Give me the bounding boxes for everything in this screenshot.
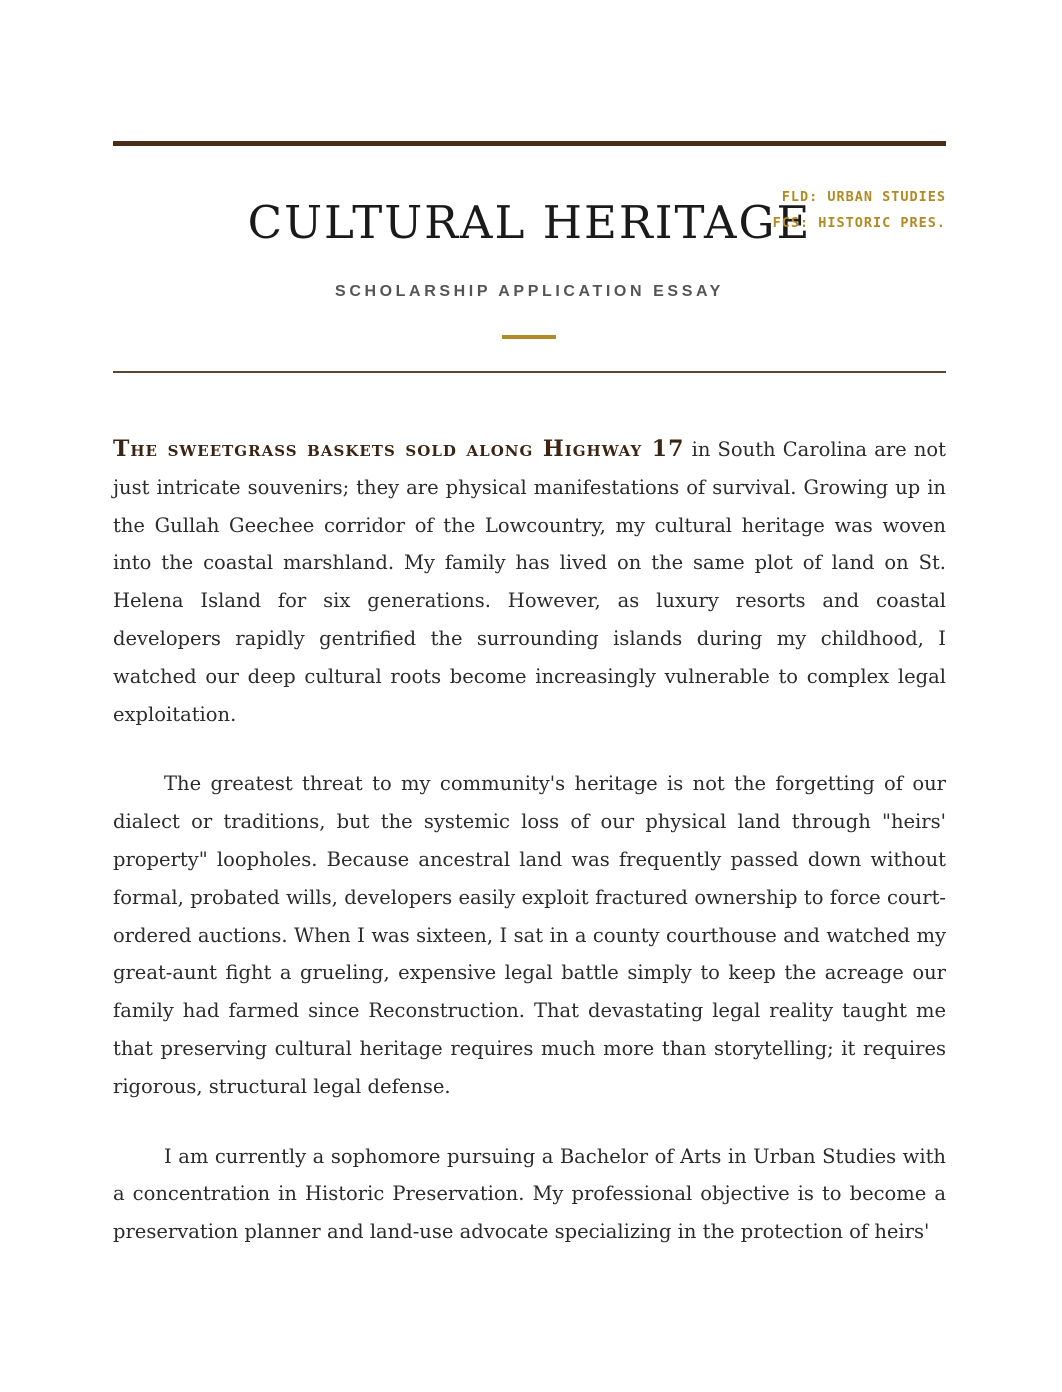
page-subtitle: SCHOLARSHIP APPLICATION ESSAY xyxy=(335,283,724,300)
essay-body xyxy=(113,431,946,1283)
header-divider xyxy=(113,371,946,373)
essay-paragraph-1-text: in South Carolina are not just intricate souvenirs; they are physical manifestations of survival. Growing up in the Gullah Geechee corridor of the Lowcountry, my cultural heritage was woven into the coastal marshland. My family has lived on the same plot of land on St. Helena Island for six generations. However, as luxury resorts and coastal developers rapidly gentrified the surrounding islands during my childhood, I watched our deep cultural roots become increasingly vulnerable to complex legal exploitation. xyxy=(113,438,946,726)
essay-lead-in: The sweetgrass baskets sold along Highway 17 xyxy=(113,436,685,462)
top-rule xyxy=(113,141,946,146)
meta-focus: FCS: HISTORIC PRES. xyxy=(772,215,946,231)
essay-paragraph-3: I am currently a sophomore pursuing a Bachelor of Arts in Urban Studies with a concentration in Historic Preservation. My professional objective is to become a preservation planner and land-use advocate specializing in the protection of heirs' xyxy=(113,1144,946,1244)
meta-field: FLD: URBAN STUDIES xyxy=(781,189,946,205)
page-title: CULTURAL HERITAGE xyxy=(247,196,812,249)
accent-bar xyxy=(502,335,556,339)
meta-block xyxy=(773,184,946,236)
essay-paragraph-2: The greatest threat to my community's heritage is not the forgetting of our dialect or traditions, but the systemic loss of our physical land through "heirs' property" loopholes. Because ancestral land was frequently passed down without formal, probated wills, developers easily exploit fractured ownership to force court-ordered auctions. When I was sixteen, I sat in a county courthouse and watched my great-aunt fight a grueling, expensive legal battle simply to keep the acreage our family had farmed since Reconstruction. That devastating legal reality taught me that preserving cultural heritage requires much more than storytelling; it requires rigorous, structural legal defense. xyxy=(113,772,946,1098)
essay-paragraph-1 xyxy=(113,431,946,733)
